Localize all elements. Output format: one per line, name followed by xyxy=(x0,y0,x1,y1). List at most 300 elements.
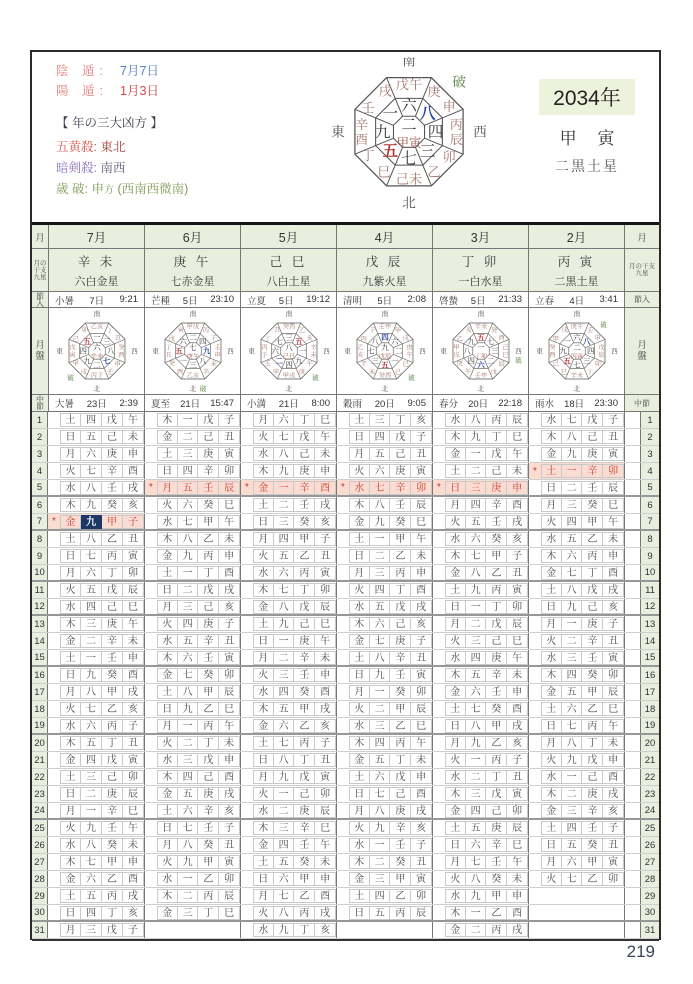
page-frame xyxy=(30,50,661,940)
setsuiri-row xyxy=(32,292,659,308)
weekday-cell: 金 xyxy=(157,549,178,563)
weekday-cell: 日 xyxy=(253,872,274,886)
kyusei-cell: 五 xyxy=(178,787,199,801)
month-eto: 丙 寅 xyxy=(557,254,596,269)
svg-text:己巳: 己巳 xyxy=(282,353,295,361)
kan-cell: 己 xyxy=(294,447,315,461)
kan-cell: 丁 xyxy=(582,566,603,580)
day-cell xyxy=(48,633,144,649)
chusetsu-part: 大暑 xyxy=(55,399,75,410)
kan-cell: 辛 xyxy=(294,651,315,665)
shi-cell: 午 xyxy=(315,838,336,852)
day-cell xyxy=(432,463,528,479)
shi-cell: 巳 xyxy=(603,702,624,716)
day-row xyxy=(32,769,659,786)
day-row xyxy=(32,786,659,803)
day-number-left: 26 xyxy=(32,837,48,853)
svg-text:辰: 辰 xyxy=(597,351,605,359)
shi-cell: 辰 xyxy=(219,685,240,699)
weekday-cell: 金 xyxy=(349,753,370,767)
day-cell xyxy=(144,684,240,700)
shi-cell: 未 xyxy=(123,634,144,648)
kan-cell: 庚 xyxy=(198,787,219,801)
kyusei-cell: 九 xyxy=(81,821,102,835)
weekday-cell: 水 xyxy=(349,719,370,733)
day-row xyxy=(32,633,659,650)
svg-text:乙亥: 乙亥 xyxy=(186,372,199,380)
weekday-cell: 土 xyxy=(349,532,370,546)
shi-cell: 丑 xyxy=(507,566,528,580)
weekday-cell: 水 xyxy=(445,770,466,784)
yoton-value: 1月3日 xyxy=(120,84,159,98)
kan-cell: 戊 xyxy=(102,413,123,427)
day-cell xyxy=(336,412,432,428)
kyusei-cell: 三 xyxy=(178,753,199,767)
day-cell xyxy=(48,820,144,836)
shi-cell: 午 xyxy=(219,515,240,529)
svg-text:甲: 甲 xyxy=(72,360,79,368)
right-spacer xyxy=(624,701,640,717)
kyusei-cell: 九 xyxy=(274,923,295,937)
day-row xyxy=(32,514,659,531)
shi-cell: 辰 xyxy=(315,600,336,614)
svg-text:三: 三 xyxy=(419,142,436,160)
weekday-cell: 土 xyxy=(60,532,81,546)
svg-text:北: 北 xyxy=(381,385,388,392)
shi-cell: 子 xyxy=(219,617,240,631)
kyusei-cell: 一 xyxy=(274,787,295,801)
day-cell xyxy=(528,803,624,818)
day-cell xyxy=(240,650,336,665)
day-row xyxy=(32,582,659,599)
weekday-cell: 金 xyxy=(349,634,370,648)
kyusei-cell: 一 xyxy=(562,617,583,631)
shi-cell: 丑 xyxy=(315,753,336,767)
shi-cell: 巳 xyxy=(603,498,624,512)
svg-text:南: 南 xyxy=(285,310,292,318)
day-cell xyxy=(48,565,144,580)
inton-row xyxy=(56,61,159,81)
svg-text:酉: 酉 xyxy=(176,368,183,376)
kan-cell: 戊 xyxy=(198,413,219,427)
day-row xyxy=(32,565,659,582)
setsuiri-marker: * xyxy=(148,482,153,493)
kan-cell: 癸 xyxy=(198,498,219,512)
weekday-cell: 月 xyxy=(60,566,81,580)
shi-cell: 丑 xyxy=(603,634,624,648)
kan-cell: 甲 xyxy=(582,855,603,869)
svg-text:申: 申 xyxy=(114,361,121,369)
kan-cell: 丁 xyxy=(582,736,603,750)
day-cell xyxy=(240,514,336,529)
kyusei-cell: 三 xyxy=(562,498,583,512)
day-cell xyxy=(240,769,336,785)
svg-text:甲戌: 甲戌 xyxy=(282,372,295,380)
month-chusetsu xyxy=(336,395,432,411)
weekday-cell: 日 xyxy=(253,634,274,648)
corner-kanshi-label: 月の干支九星 xyxy=(32,249,48,291)
gooh-value: 東北 xyxy=(100,140,126,154)
svg-text:東: 東 xyxy=(151,348,159,356)
svg-text:卯: 卯 xyxy=(442,149,456,165)
kan-cell: 甲 xyxy=(390,872,411,886)
svg-text:七: 七 xyxy=(188,342,197,352)
svg-text:南: 南 xyxy=(573,310,580,318)
weekday-cell: 水 xyxy=(60,838,81,852)
day-cell xyxy=(144,854,240,870)
weekday-cell: 木 xyxy=(541,787,562,801)
kan-cell: 戊 xyxy=(198,583,219,597)
svg-text:丙: 丙 xyxy=(449,116,463,132)
kyusei-cell: 三 xyxy=(178,600,199,614)
shi-cell: 寅 xyxy=(123,753,144,767)
shi-cell: 丑 xyxy=(411,855,432,869)
month-eto: 庚 午 xyxy=(173,254,212,269)
kan-cell: 癸 xyxy=(582,838,603,852)
weekday-cell: 日 xyxy=(253,515,274,529)
svg-text:戊: 戊 xyxy=(168,335,175,343)
kan-cell: 壬 xyxy=(294,838,315,852)
weekday-cell: 土 xyxy=(253,855,274,869)
svg-text:亥: 亥 xyxy=(465,326,472,334)
kan-cell: 壬 xyxy=(294,668,315,682)
day-cell xyxy=(144,548,240,564)
shi-cell: 未 xyxy=(315,855,336,869)
day-number-left: 12 xyxy=(32,599,48,614)
svg-text:亥: 亥 xyxy=(356,351,364,359)
day-cell xyxy=(336,871,432,887)
weekday-cell: 火 xyxy=(157,855,178,869)
svg-text:未: 未 xyxy=(210,361,217,369)
day-cell xyxy=(528,922,624,938)
kyusei-cell: 五 xyxy=(274,702,295,716)
weekday-cell: 金 xyxy=(541,447,562,461)
kan-cell: 癸 xyxy=(198,668,219,682)
day-row xyxy=(32,446,659,463)
kan-cell: 乙 xyxy=(102,872,123,886)
day-cell xyxy=(48,854,144,870)
svg-text:庚: 庚 xyxy=(298,368,305,376)
shi-cell: 巳 xyxy=(315,821,336,835)
weekday-cell: 火 xyxy=(60,702,81,716)
svg-text:戌: 戌 xyxy=(402,335,409,343)
kyusei-cell: 四 xyxy=(274,685,295,699)
shi-cell: 卯 xyxy=(507,804,528,818)
kan-cell: 壬 xyxy=(102,651,123,665)
setsuiri-part: 9:21 xyxy=(119,294,138,305)
svg-text:五: 五 xyxy=(380,360,389,370)
kyusei-cell: 六 xyxy=(274,413,295,427)
chusetsu-row xyxy=(32,395,659,412)
kyusei-cell: 六 xyxy=(466,532,487,546)
svg-text:卯: 卯 xyxy=(594,361,601,369)
svg-text:六: 六 xyxy=(178,336,187,346)
anken-label: 暗剣殺: xyxy=(56,161,97,175)
year-star: 二黒土星 xyxy=(555,158,619,174)
weekday-cell: 水 xyxy=(253,923,274,937)
ban-label-text: 月盤 xyxy=(35,340,45,362)
day-cell xyxy=(240,429,336,445)
setsuiri-part: 清明 xyxy=(343,295,363,307)
shi-cell: 辰 xyxy=(603,481,624,495)
shi-cell: 戌 xyxy=(507,719,528,733)
weekday-cell: 木 xyxy=(253,702,274,716)
day-cell xyxy=(336,854,432,870)
kyusei-cell: 八 xyxy=(466,566,487,580)
weekday-cell: 月 xyxy=(157,600,178,614)
svg-text:己: 己 xyxy=(552,360,559,368)
day-number-right: 11 xyxy=(640,582,659,598)
day-cell xyxy=(432,854,528,870)
svg-text:辛: 辛 xyxy=(202,368,209,376)
svg-text:西: 西 xyxy=(130,348,138,356)
day-cell xyxy=(48,616,144,632)
kyusei-cell: 一 xyxy=(562,770,583,784)
saiha-suffix: 方 xyxy=(103,185,114,196)
svg-text:戌: 戌 xyxy=(561,326,568,334)
svg-text:己: 己 xyxy=(394,368,401,376)
month-kanshi xyxy=(48,249,144,291)
day-cell xyxy=(528,786,624,802)
kan-cell: 乙 xyxy=(390,889,411,903)
kan-cell: 庚 xyxy=(294,464,315,478)
shi-cell: 午 xyxy=(123,617,144,631)
kan-cell: 戊 xyxy=(390,600,411,614)
svg-text:八: 八 xyxy=(462,346,471,356)
shi-cell: 酉 xyxy=(315,889,336,903)
day-cell xyxy=(528,650,624,665)
kan-cell: 己 xyxy=(582,430,603,444)
kyusei-cell: 一 xyxy=(81,804,102,818)
kan-cell: 戊 xyxy=(294,770,315,784)
weekday-cell: 金 xyxy=(445,685,466,699)
weekday-cell: 水 xyxy=(349,481,370,495)
kan-cell: 庚 xyxy=(486,481,507,495)
weekday-cell: 金 xyxy=(157,906,178,920)
day-number-left: 24 xyxy=(32,803,48,818)
weekday-cell: 木 xyxy=(157,651,178,665)
kyusei-cell: 五 xyxy=(370,600,391,614)
setsuiri-part: 5日 xyxy=(377,295,393,307)
weekday-cell: 火 xyxy=(253,787,274,801)
shi-cell: 亥 xyxy=(315,515,336,529)
shi-cell: 亥 xyxy=(219,600,240,614)
kan-cell: 癸 xyxy=(294,855,315,869)
day-cell xyxy=(144,412,240,428)
day-cell xyxy=(240,480,336,495)
kan-cell: 庚 xyxy=(294,804,315,818)
shi-cell: 子 xyxy=(123,515,144,529)
shi-cell: 酉 xyxy=(507,702,528,716)
svg-text:癸: 癸 xyxy=(490,327,497,335)
day-cell xyxy=(48,599,144,614)
svg-text:一: 一 xyxy=(390,356,399,366)
right-spacer xyxy=(624,718,640,733)
kan-cell: 己 xyxy=(486,464,507,478)
day-cell xyxy=(432,548,528,564)
svg-text:壬: 壬 xyxy=(586,327,593,335)
weekday-cell: 木 xyxy=(541,668,562,682)
weekday-cell: 月 xyxy=(349,685,370,699)
right-spacer xyxy=(624,429,640,445)
right-spacer xyxy=(624,446,640,462)
shi-cell: 戌 xyxy=(315,702,336,716)
shi-cell: 寅 xyxy=(603,651,624,665)
shi-cell: 寅 xyxy=(411,464,432,478)
day-number-left: 7 xyxy=(32,514,48,529)
kyusei-cell: 九 xyxy=(178,702,199,716)
shi-cell: 丑 xyxy=(315,549,336,563)
day-cell xyxy=(528,684,624,700)
corner-chusetsu-label: 中節 xyxy=(32,395,48,411)
weekday-cell: 土 xyxy=(60,770,81,784)
svg-text:酉: 酉 xyxy=(117,351,125,359)
kan-cell: 乙 xyxy=(198,532,219,546)
day-number-right: 16 xyxy=(640,667,659,683)
day-number-left: 2 xyxy=(32,429,48,445)
weekday-cell: 日 xyxy=(60,549,81,563)
svg-text:辛未: 辛未 xyxy=(474,323,487,331)
kan-cell: 癸 xyxy=(102,668,123,682)
month-chusetsu xyxy=(48,395,144,411)
weekday-cell: 土 xyxy=(60,651,81,665)
shi-cell: 巳 xyxy=(411,515,432,529)
kyusei-cell: 二 xyxy=(562,787,583,801)
weekday-cell: 木 xyxy=(157,532,178,546)
kan-cell: 己 xyxy=(486,634,507,648)
weekday-cell: 日 xyxy=(60,787,81,801)
svg-text:辛: 辛 xyxy=(355,116,369,132)
svg-text:子: 子 xyxy=(210,335,217,343)
month-ban-svg-7月 xyxy=(54,310,140,392)
kyusei-cell: 五 xyxy=(562,838,583,852)
svg-text:辛: 辛 xyxy=(360,360,367,368)
shi-cell: 亥 xyxy=(411,413,432,427)
kyusei-cell: 三 xyxy=(466,787,487,801)
weekday-cell: 日 xyxy=(157,702,178,716)
shi-cell: 午 xyxy=(219,719,240,733)
day-number-right: 20 xyxy=(640,735,659,751)
kan-cell: 己 xyxy=(390,787,411,801)
month-ban-cell xyxy=(144,308,240,394)
kyusei-cell: 六 xyxy=(274,566,295,580)
day-cell xyxy=(144,837,240,853)
month-setsuiri xyxy=(336,292,432,307)
weekday-cell: 木 xyxy=(541,430,562,444)
shi-cell: 子 xyxy=(507,753,528,767)
shi-cell: 戌 xyxy=(603,583,624,597)
kan-cell: 庚 xyxy=(390,634,411,648)
shi-cell: 申 xyxy=(603,753,624,767)
day-cell xyxy=(144,667,240,683)
kan-cell: 庚 xyxy=(582,787,603,801)
month-ban-svg-4月 xyxy=(342,310,428,392)
shi-cell: 寅 xyxy=(603,855,624,869)
svg-text:壬: 壬 xyxy=(361,100,375,116)
shi-cell: 亥 xyxy=(507,736,528,750)
svg-text:東: 東 xyxy=(55,348,63,356)
day-cell xyxy=(528,599,624,614)
kan-cell: 丙 xyxy=(486,753,507,767)
kyusei-cell: 一 xyxy=(178,566,199,580)
setsuiri-part: 芒種 xyxy=(151,295,171,307)
kyusei-cell: 五 xyxy=(81,430,102,444)
day-number-right: 24 xyxy=(640,803,659,818)
weekday-cell: 日 xyxy=(157,464,178,478)
kyusei-cell: 四 xyxy=(81,906,102,920)
kan-cell: 己 xyxy=(582,770,603,784)
shi-cell: 酉 xyxy=(123,872,144,886)
weekday-cell: 月 xyxy=(60,685,81,699)
shi-cell: 酉 xyxy=(219,566,240,580)
shi-cell: 申 xyxy=(315,668,336,682)
kan-cell: 乙 xyxy=(198,872,219,886)
svg-text:巳: 巳 xyxy=(560,368,567,376)
weekday-cell: 火 xyxy=(541,515,562,529)
weekday-cell: 水 xyxy=(157,515,178,529)
day-cell xyxy=(432,650,528,665)
setsuiri-marker: * xyxy=(436,482,441,493)
day-cell xyxy=(336,905,432,920)
kyusei-cell: 四 xyxy=(562,821,583,835)
month-header: 4月 xyxy=(336,225,432,248)
day-row xyxy=(32,803,659,820)
shi-cell: 寅 xyxy=(315,566,336,580)
day-cell xyxy=(432,735,528,751)
kan-cell: 丙 xyxy=(486,923,507,937)
shi-cell: 酉 xyxy=(507,498,528,512)
day-number-right: 21 xyxy=(640,752,659,768)
corner-setsuiri-label-right: 節入 xyxy=(624,292,659,307)
svg-text:戊: 戊 xyxy=(597,344,605,352)
kan-cell: 甲 xyxy=(102,855,123,869)
kyusei-cell: 九 xyxy=(81,515,102,529)
chusetsu-part: 雨水 xyxy=(535,399,555,410)
svg-text:七: 七 xyxy=(366,346,375,356)
shi-cell: 寅 xyxy=(507,583,528,597)
weekday-cell: 月 xyxy=(253,651,274,665)
chusetsu-part: 9:05 xyxy=(407,397,426,409)
weekday-cell: 木 xyxy=(541,549,562,563)
kan-cell: 甲 xyxy=(486,719,507,733)
svg-text:申: 申 xyxy=(594,335,601,343)
shi-cell: 酉 xyxy=(315,481,336,495)
kyusei-cell: 四 xyxy=(370,583,391,597)
weekday-cell: 金 xyxy=(253,600,274,614)
day-cell xyxy=(336,497,432,513)
kyusei-cell: 八 xyxy=(370,651,391,665)
weekday-cell: 火 xyxy=(253,668,274,682)
kyusei-cell: 六 xyxy=(370,617,391,631)
kan-cell: 丙 xyxy=(102,549,123,563)
svg-text:西: 西 xyxy=(514,348,522,356)
day-cell xyxy=(336,582,432,598)
shi-cell: 子 xyxy=(219,413,240,427)
day-cell xyxy=(336,514,432,529)
weekday-cell: 金 xyxy=(60,872,81,886)
kyusei-cell: 八 xyxy=(370,804,391,818)
day-cell xyxy=(48,684,144,700)
month-eto: 己 巳 xyxy=(269,254,308,269)
day-cell xyxy=(336,684,432,700)
weekday-cell: 木 xyxy=(60,855,81,869)
shi-cell: 辰 xyxy=(123,583,144,597)
day-cell xyxy=(144,616,240,632)
day-number-left: 20 xyxy=(32,735,48,751)
weekday-cell: 月 xyxy=(253,770,274,784)
kan-cell: 丙 xyxy=(582,549,603,563)
svg-text:七: 七 xyxy=(486,336,495,346)
